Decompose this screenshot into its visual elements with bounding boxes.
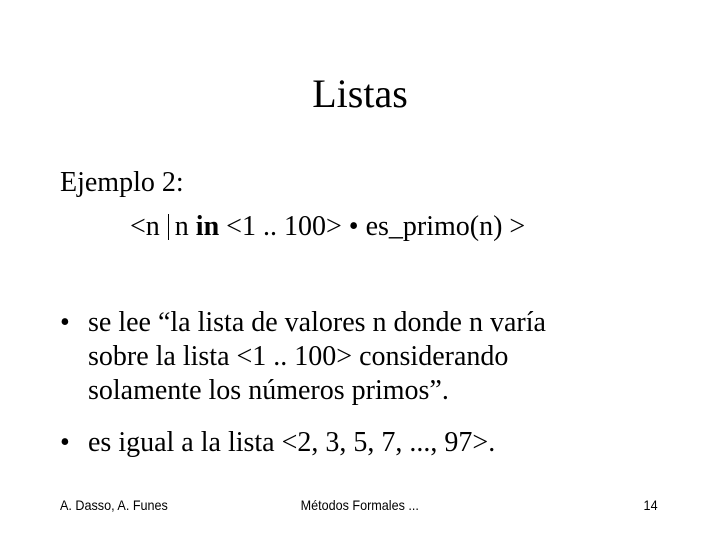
bullet-symbol: • xyxy=(60,307,70,338)
bullet-symbol: • xyxy=(60,427,70,458)
footer-course-text: Métodos Formales ... xyxy=(300,497,420,513)
formula-open: <n xyxy=(130,211,160,242)
bullet-line: se lee “la lista de valores n donde n varía xyxy=(88,307,546,338)
bullet-line: sobre la lista <1 .. 100> considerando xyxy=(88,341,509,372)
formula-keyword-in: in xyxy=(195,211,220,242)
footer-page-number: 14 xyxy=(643,497,658,513)
list-comprehension-formula xyxy=(130,210,525,244)
bullet-line: es igual a la lista <2, 3, 5, 7, ..., 97>. xyxy=(88,427,496,458)
such-that-bar xyxy=(168,214,169,240)
footer-authors: A. Dasso, A. Funes xyxy=(60,497,168,513)
footer-course xyxy=(0,497,720,513)
example-label: Ejemplo 2: xyxy=(60,167,184,198)
slide-title: Listas xyxy=(312,71,408,116)
formula-dot: • xyxy=(348,211,359,242)
formula-variable: n xyxy=(174,211,189,242)
bullet-text xyxy=(88,306,546,408)
bullet-text xyxy=(88,426,495,460)
formula-predicate: es_primo(n) > xyxy=(365,211,526,242)
formula-range: <1 .. 100> xyxy=(226,211,342,242)
bullet-line: solamente los números primos”. xyxy=(88,375,449,406)
